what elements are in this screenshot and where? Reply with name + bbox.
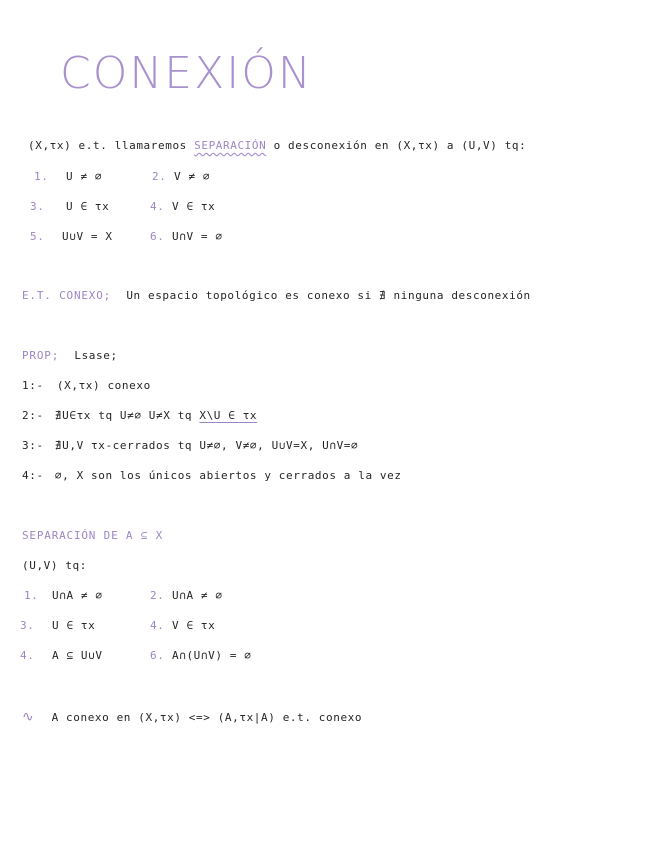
prop-item-2: 2:- ∄U∈τx tq U≠∅ U≠X tq X\U ∈ τx (22, 409, 258, 422)
sep-item-1: 1. U ≠ ∅ (34, 170, 103, 183)
sep-item-4: 4. V ∈ τx (150, 200, 216, 213)
subset-pair: (U,V) tq: (22, 559, 88, 572)
intro-prefix: (X,τx) e.t. llamaremos (28, 139, 195, 152)
prop-header (22, 349, 118, 362)
prop-label: PROP; (22, 349, 60, 362)
subset-item-1: 1. U∩A ≠ ∅ (24, 589, 103, 602)
subset-separation-heading: SEPARACIÓN DE A ⊆ X (22, 529, 164, 542)
intro-line (28, 139, 526, 152)
sep-item-5: 5. U∪V = X (30, 230, 113, 243)
sep-item-3: 3. U ∈ τx (30, 200, 110, 213)
separation-keyword: SEPARACIÓN (194, 139, 267, 152)
subset-item-2: 2. U∩A ≠ ∅ (150, 589, 223, 602)
squiggle-mark: ∿ (22, 709, 35, 725)
intro-suffix: o desconexión en (X,τx) a (U,V) tq: (266, 139, 527, 152)
conclusion-text: A conexo en (X,τx) <=> (A,τx|A) e.t. conexo (51, 711, 363, 724)
subset-item-5: 4. A ⊆ U∪V (20, 649, 103, 662)
prop-sub: Lsase; (74, 349, 118, 362)
page-title: CONEXIÓN (60, 48, 313, 99)
sep-item-2: 2. V ≠ ∅ (152, 170, 211, 183)
connected-text: Un espacio topológico es conexo si ∄ ninguna desconexión (126, 289, 531, 302)
sep-item-6: 6. U∩V = ∅ (150, 230, 223, 243)
connected-label: E.T. CONEXO; (22, 289, 112, 302)
subset-item-3: 3. U ∈ τx (20, 619, 96, 632)
conclusion-line (22, 709, 362, 725)
prop-item-3: 3:- ∄U,V τx-cerrados tq U≠∅, V≠∅, U∪V=X, U∩V=∅ (22, 439, 359, 452)
subset-item-4: 4. V ∈ τx (150, 619, 216, 632)
complement-open: X\U ∈ τx (199, 409, 258, 422)
prop-item-4: 4:- ∅, X son los únicos abiertos y cerrados a la vez (22, 469, 402, 482)
connected-definition (22, 289, 531, 302)
subset-item-6: 6. A∩(U∩V) = ∅ (150, 649, 252, 662)
prop-item-1: 1:- (X,τx) conexo (22, 379, 151, 392)
